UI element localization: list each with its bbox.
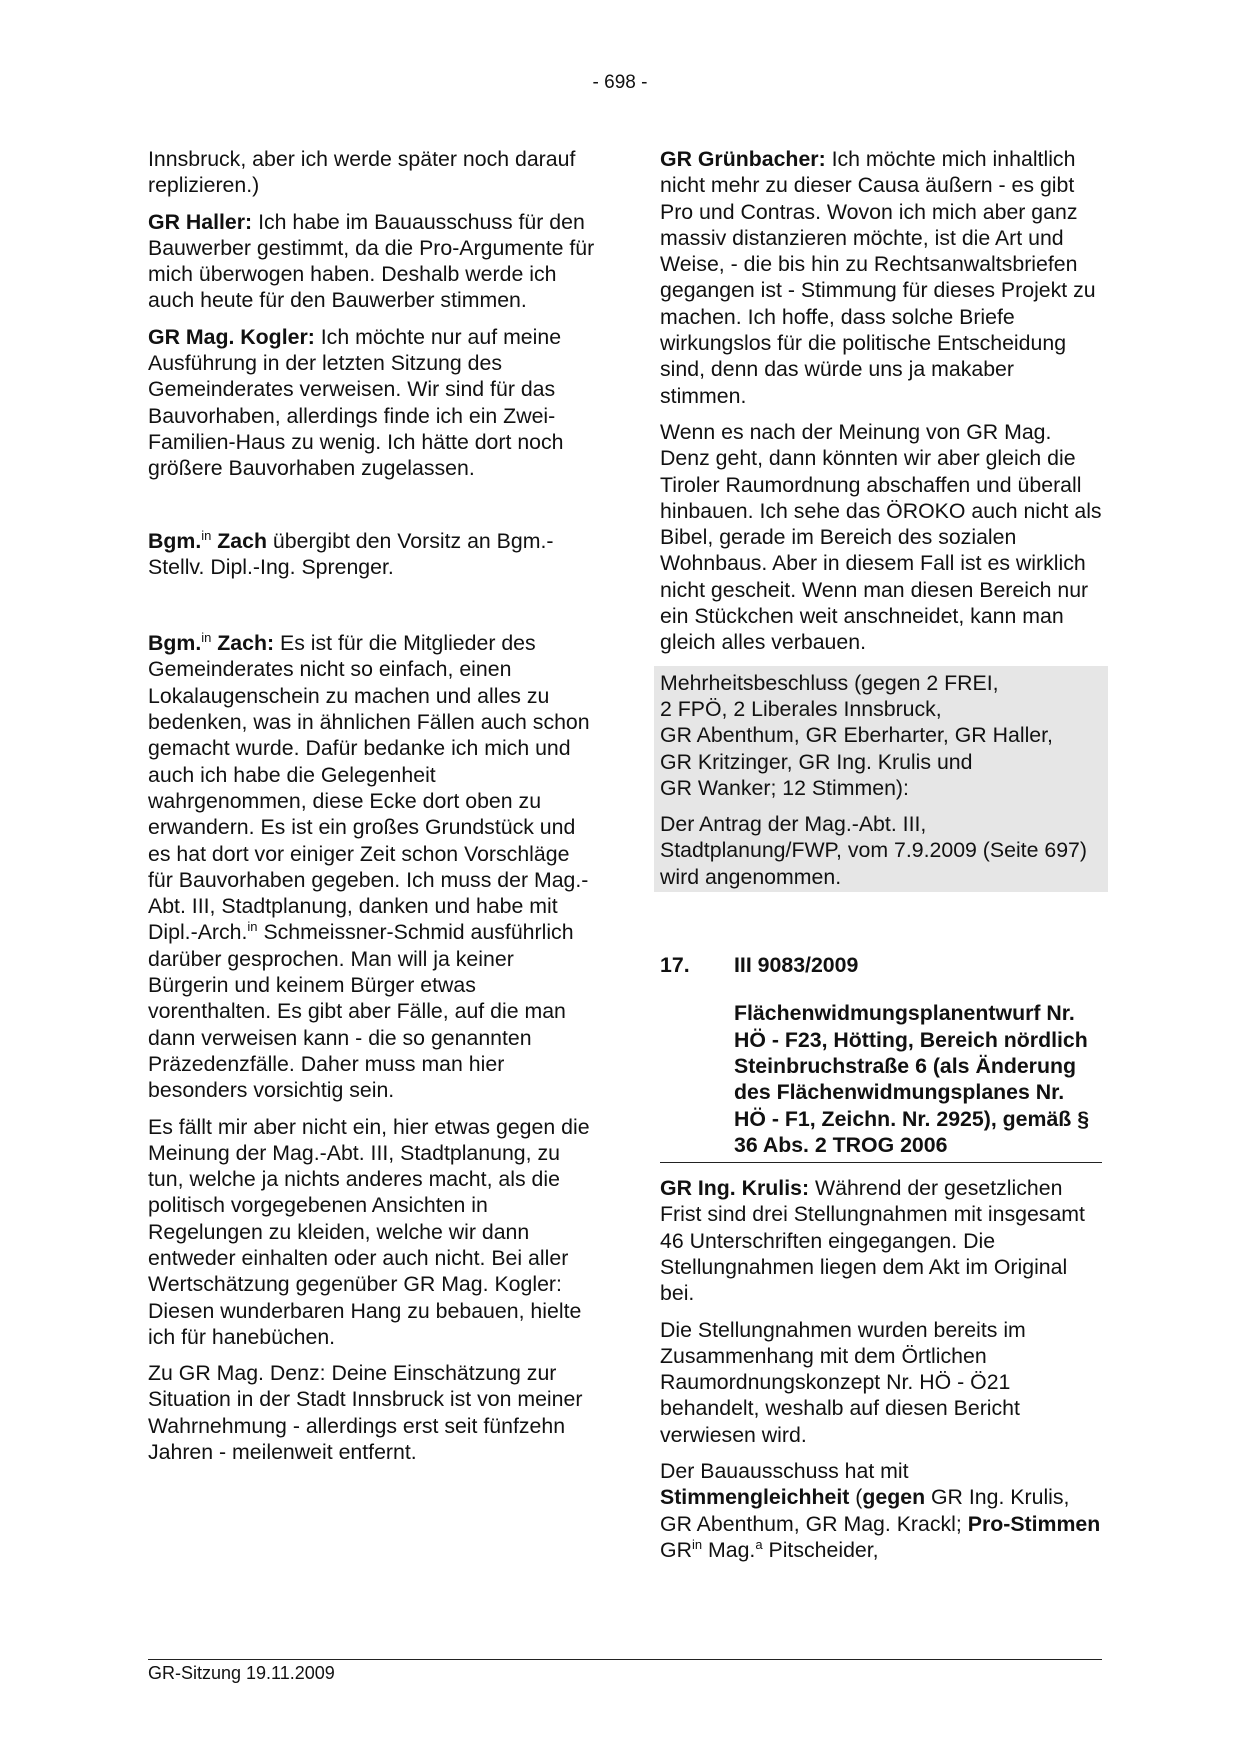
paragraph-krulis: GR Ing. Krulis: Während der gesetzlichen Frist sind drei Stellungnahmen mit insgesamt 46 Unterschriften eingegangen. Die Stellungnahmen liegen dem Akt im Original bei. bbox=[660, 1176, 1085, 1306]
paragraph-haller: GR Haller: Ich habe im Bauausschuss für den Bauwerber gestimmt, da die Pro-Argumente für mich überwogen haben. Deshalb werde ich auch heute für den Bauwerber stimmen. bbox=[148, 209, 595, 313]
page-number: - 698 - bbox=[592, 72, 648, 93]
paragraph: Die Stellungnahmen wurden bereits im Zusammenhang mit dem Örtlichen Raumordnungskonzept Nr. HÖ - Ö21 behandelt, weshalb auf diesen Bericht verwiesen wird. bbox=[660, 1317, 1026, 1447]
agenda-file-number: III 9083/2009 bbox=[734, 953, 859, 978]
paragraph-zach: Bgm.$^{in}$ Zach: Es ist für die Mitglieder des Gemeinderates nicht so einfach, einen Lokalaugenschein zu machen und alles zu bedenken, was in ähnlichen Fällen auch schon gemacht wurde. Dafür bedanke ich mich und auch ich habe die Gelegenheit wahrgenommen, diese Ecke dort oben zu erwandern. Es ist ein großes Grundstück und es hat dort vor einiger Zeit schon Vorschläge für Bauvorhaben gegeben. Ich muss der Mag.-Abt. III, Stadtplanung, danken und habe mit Dipl.-Arch.$^{in}$ Schmeissner-Schmid ausführlich darüber gesprochen. Man will ja keiner Bürgerin und keinem Bürger etwas vorenthalten. Es gibt aber Fälle, auf die man dann verweisen kann - die so genannten Präzedenzfälle. Daher muss man hier besonders vorsichtig sein. bbox=[148, 630, 590, 1103]
right-column bbox=[660, 146, 1102, 1573]
speaker-name: GR Ing. Krulis: bbox=[660, 1176, 810, 1201]
footer-divider bbox=[148, 1659, 1102, 1660]
speaker-name: GR Haller: bbox=[148, 209, 253, 234]
decision-text: Der Antrag der Mag.-Abt. III, Stadtplanung/FWP, vom 7.9.2009 (Seite 697) wird angenommen. bbox=[660, 812, 1087, 889]
agenda-number: 17. bbox=[660, 953, 690, 978]
speaker-name: GR Grünbacher: bbox=[660, 147, 826, 171]
agenda-title: Flächenwidmungsplanentwurf Nr. HÖ - F23, Hötting, Bereich nördlich Steinbruchstraße 6 (als Änderung des Flächenwidmungsplanes Nr. HÖ - F1, Zeichn. Nr. 2925), gemäß § 36 Abs. 2 TROG 2006 bbox=[734, 1001, 1090, 1157]
speaker-name: GR Mag. Kogler: bbox=[148, 324, 315, 349]
left-column bbox=[148, 146, 596, 1475]
footer-text: GR-Sitzung 19.11.2009 bbox=[148, 1663, 335, 1683]
paragraph-bauausschuss: Der Bauausschuss hat mit Stimmengleichheit (gegen GR Ing. Krulis, GR Abenthum, GR Mag. Krackl; Pro-Stimmen $GR^{in}$ Mag.$^a$ Pitscheider, bbox=[660, 1459, 1101, 1562]
paragraph: Es fällt mir aber nicht ein, hier etwas gegen die Meinung der Mag.-Abt. III, Stadtplanung, zu tun, welche ja nichts anderes macht, als die politisch vorgegebenen Ansichten in Regelungen zu kleiden, welche wir dann entweder einhalten oder auch nicht. Bei aller Wertschätzung gegenüber GR Mag. Kogler: Diesen wunderbaren Hang zu bebauen, hielte ich für hanebüchen. bbox=[148, 1114, 590, 1349]
paragraph-chair-handover: Bgm.$^{in}$ Zach übergibt den Vorsitz an Bgm.-Stellv. Dipl.-Ing. Sprenger. bbox=[148, 527, 554, 579]
resolution-box bbox=[654, 666, 1108, 892]
paragraph: Zu GR Mag. Denz: Deine Einschätzung zur Situation in der Stadt Innsbruck ist von meiner Wahrnehmung - allerdings erst seit fünfzehn Jahren - meilenweit entfernt. bbox=[148, 1361, 583, 1465]
vote-result: Mehrheitsbeschluss (gegen 2 FREI, 2 FPÖ, 2 Liberales Innsbruck, GR Abenthum, GR Eberharter, GR Haller, GR Kritzinger, GR Ing. Krulis und GR Wanker; 12 Stimmen): bbox=[660, 670, 1053, 800]
paragraph: Wenn es nach der Meinung von GR Mag. Denz geht, dann könnten wir aber gleich die Tiroler Raumordnung abschaffen und überall hinbauen. Ich sehe das ÖROKO auch nicht als Bibel, gerade im Bereich des sozialen Wohnbaus. Aber in diesem Fall ist es wirklich nicht gescheit. Wenn man diesen Bereich nur ein Stückchen weit anschneidet, kann man gleich alles verbauen. bbox=[660, 419, 1102, 655]
divider bbox=[660, 1162, 1102, 1163]
agenda-item bbox=[660, 952, 1102, 1158]
paragraph: Innsbruck, aber ich werde später noch darauf replizieren.) bbox=[148, 147, 576, 198]
paragraph-gruenbacher: GR Grünbacher: Ich möchte mich inhaltlich nicht mehr zu dieser Causa äußern - es gibt Pro und Contras. Wovon ich mich aber ganz massiv distanzieren möchte, ist die Art und Weise, - die bis hin zu Rechtsanwaltsbriefen gegangen ist - Stimmung für dieses Projekt zu machen. Ich hoffe, dass solche Briefe wirkungslos für die politische Entscheidung sind, denn das würde uns ja makaber stimmen. bbox=[660, 147, 1096, 408]
paragraph-kogler: GR Mag. Kogler: Ich möchte nur auf meine Ausführung in der letzten Sitzung des Gemeinderates verweisen. Wir sind für das Bauvorhaben, allerdings finde ich ein Zwei-Familien-Haus zu wenig. Ich hätte dort noch größere Bauvorhaben zugelassen. bbox=[148, 324, 564, 481]
